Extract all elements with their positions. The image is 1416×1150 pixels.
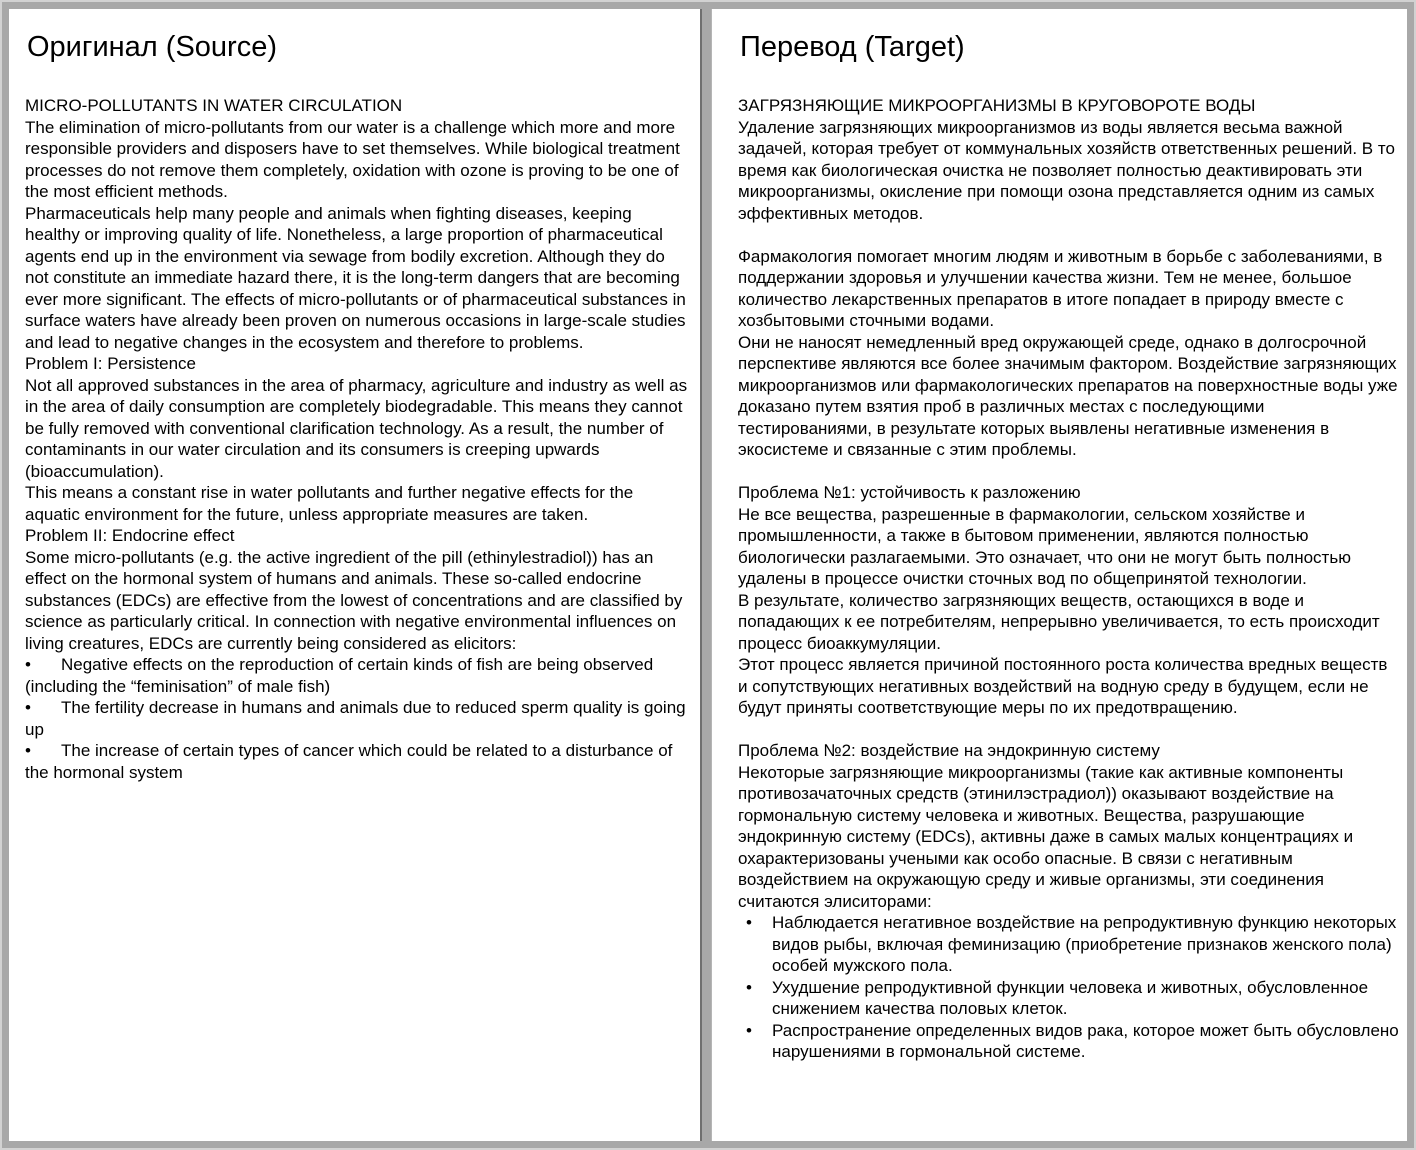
target-paragraph-bioaccumulation: В результате, количество загрязняющих веществ, остающихся в воде и попадающих к ее потребителям, непрерывно увеличивается, то есть происходит процесс биоаккумуляции. [738, 590, 1380, 653]
target-problem1-heading: Проблема №1: устойчивость к разложению [738, 483, 1081, 502]
source-bullet-item-2 [25, 697, 688, 740]
target-paragraph-endocrine: Некоторые загрязняющие микроорганизмы (такие как активные компоненты противозачаточных средств (этинилэстрадиол)) оказывают воздействие на гормональную систему человека и животных. Вещества, разрушающие эндокринную систему (EDCs), активны даже в самых малых концентрациях и охарактеризованы учеными как особо опасные. В связи с негативным воздействием на окружающую среду и живые организмы, эти соединения считаются элиситорами: [738, 762, 1354, 911]
target-paragraph-longterm: Они не наносят немедленный вред окружающей среде, однако в долгосрочной перспективе являются все более значимым фактором. Воздействие загрязняющих микроорганизмов или фармакологических препаратов на поверхностные воды уже доказано путем взятия проб в различных местах с последующими тестированиями, в результате которых выявлены негативные изменения в экосистеме и связанные с этим проблемы. [738, 332, 1398, 459]
source-paragraph-intro: The elimination of micro-pollutants from our water is a challenge which more and more responsible providers and disposers have to set themselves. While biological treatment processes do not remove them completely, oxidation with ozone is proving to be one of the most efficient methods. [25, 117, 680, 201]
target-panel-body [738, 95, 1401, 1063]
source-doc-heading: MICRO-POLLUTANTS IN WATER CIRCULATION [25, 96, 403, 115]
target-panel [711, 9, 1407, 1141]
bullet-icon: • [25, 655, 31, 674]
source-problem2-heading: Problem II: Endocrine effect [25, 526, 235, 545]
source-paragraph-persistence: Not all approved substances in the area of pharmacy, agriculture and industry as well as in the area of daily consumption are completely biodegradable. This means they cannot be fully removed with conventional clarification technology. As a result, the number of contaminants in our water circulation and its consumers is creeping upwards (bioaccumulation). [25, 375, 688, 481]
target-bullet-text-2: Ухудшение репродуктивной функции человека и животных, обусловленное снижением качества половых клеток. [772, 977, 1369, 1018]
source-panel [9, 9, 702, 1141]
source-paragraph-pharma: Pharmaceuticals help many people and animals when fighting diseases, keeping healthy or improving quality of life. Nonetheless, a large proportion of pharmaceutical agents end up in the environment via sewage from bodily excretion. Although they do not constitute an immediate hazard there, it is the long-term dangers that are becoming ever more significant. The effects of micro-pollutants or of pharmaceutical substances in surface waters have already been proven on numerous occasions in large-scale studies and lead to negative changes in the ecosystem and therefore to problems. [25, 203, 686, 352]
source-bullet-text-3: The increase of certain types of cancer which could be related to a disturbance of the hormonal system [25, 741, 673, 782]
target-paragraph-intro: Удаление загрязняющих микроорганизмов из воды является весьма важной задачей, которая требует от коммунальных хозяйств ответственных решений. В то время как биологическая очистка не позволяет полностью деактивировать эти микроорганизмы, окисление при помощи озона представляется одним из самых эффективных методов. [738, 117, 1395, 223]
target-bullet-item-2 [738, 977, 1401, 1020]
bullet-icon: • [746, 913, 752, 932]
bullet-icon: • [746, 977, 752, 997]
target-paragraph-persistence: Не все вещества, разрешенные в фармакологии, сельском хозяйстве и промышленности, а также в бытовом применении, являются полностью биологически разлагаемыми. Это означает, что они не могут быть полностью удалены в процессе очистки сточных вод по общепринятой технологии. [738, 504, 1351, 588]
target-problem2-heading: Проблема №2: воздействие на эндокринную систему [738, 741, 1160, 760]
source-bullet-text-2: The fertility decrease in humans and animals due to reduced sperm quality is going up [25, 698, 686, 739]
target-bullet-item-1 [738, 912, 1401, 977]
source-bullet-item-3 [25, 740, 688, 783]
bullet-icon: • [746, 1020, 752, 1040]
source-paragraph-rise: This means a constant rise in water pollutants and further negative effects for the aquatic environment for the future, unless appropriate measures are taken. [25, 483, 634, 524]
source-paragraph-endocrine: Some micro-pollutants (e.g. the active ingredient of the pill (ethinylestradiol)) has an effect on the hormonal system of humans and animals. These so-called endocrine substances (EDCs) are effective from the lowest of concentrations and are classified by science as particularly critical. In connection with negative environmental influences on living creatures, EDCs are currently being considered as elicitors: [25, 547, 683, 653]
source-panel-title: Оригинал (Source) [27, 31, 277, 63]
target-panel-title: Перевод (Target) [740, 31, 965, 63]
bullet-icon: • [25, 698, 31, 717]
bullet-icon: • [25, 741, 31, 760]
target-bullet-text-1: Наблюдается негативное воздействие на репродуктивную функцию некоторых видов рыбы, включая феминизацию (приобретение признаков женского пола) особей мужского пола. [772, 913, 1397, 975]
target-bullet-text-3: Распространение определенных видов рака, которое может быть обусловлено нарушениями в гормональной системе. [772, 1020, 1399, 1061]
source-problem1-heading: Problem I: Persistence [25, 354, 197, 373]
source-bullet-text-1: Negative effects on the reproduction of certain kinds of fish are being observed (including the “feminisation” of male fish) [25, 655, 654, 696]
target-paragraph-pharma: Фармакология помогает многим людям и животным в борьбе с заболеваниями, в поддержании здоровья и улучшении качества жизни. Тем не менее, большое количество лекарственных препаратов в итоге попадает в природу вместе с хозбытовыми сточными водами. [738, 246, 1383, 330]
source-bullet-item-1 [25, 654, 688, 697]
target-paragraph-rise: Этот процесс является причиной постоянного роста количества вредных веществ и сопутствующих негативных воздействий на водную среду в будущем, если не будут приняты соответствующие меры по их предотвращению. [738, 655, 1388, 717]
target-bullet-item-3 [738, 1020, 1401, 1063]
source-panel-body [25, 95, 688, 783]
target-doc-heading: ЗАГРЯЗНЯЮЩИЕ МИКРООРГАНИЗМЫ В КРУГОВОРОТЕ ВОДЫ [738, 96, 1256, 115]
